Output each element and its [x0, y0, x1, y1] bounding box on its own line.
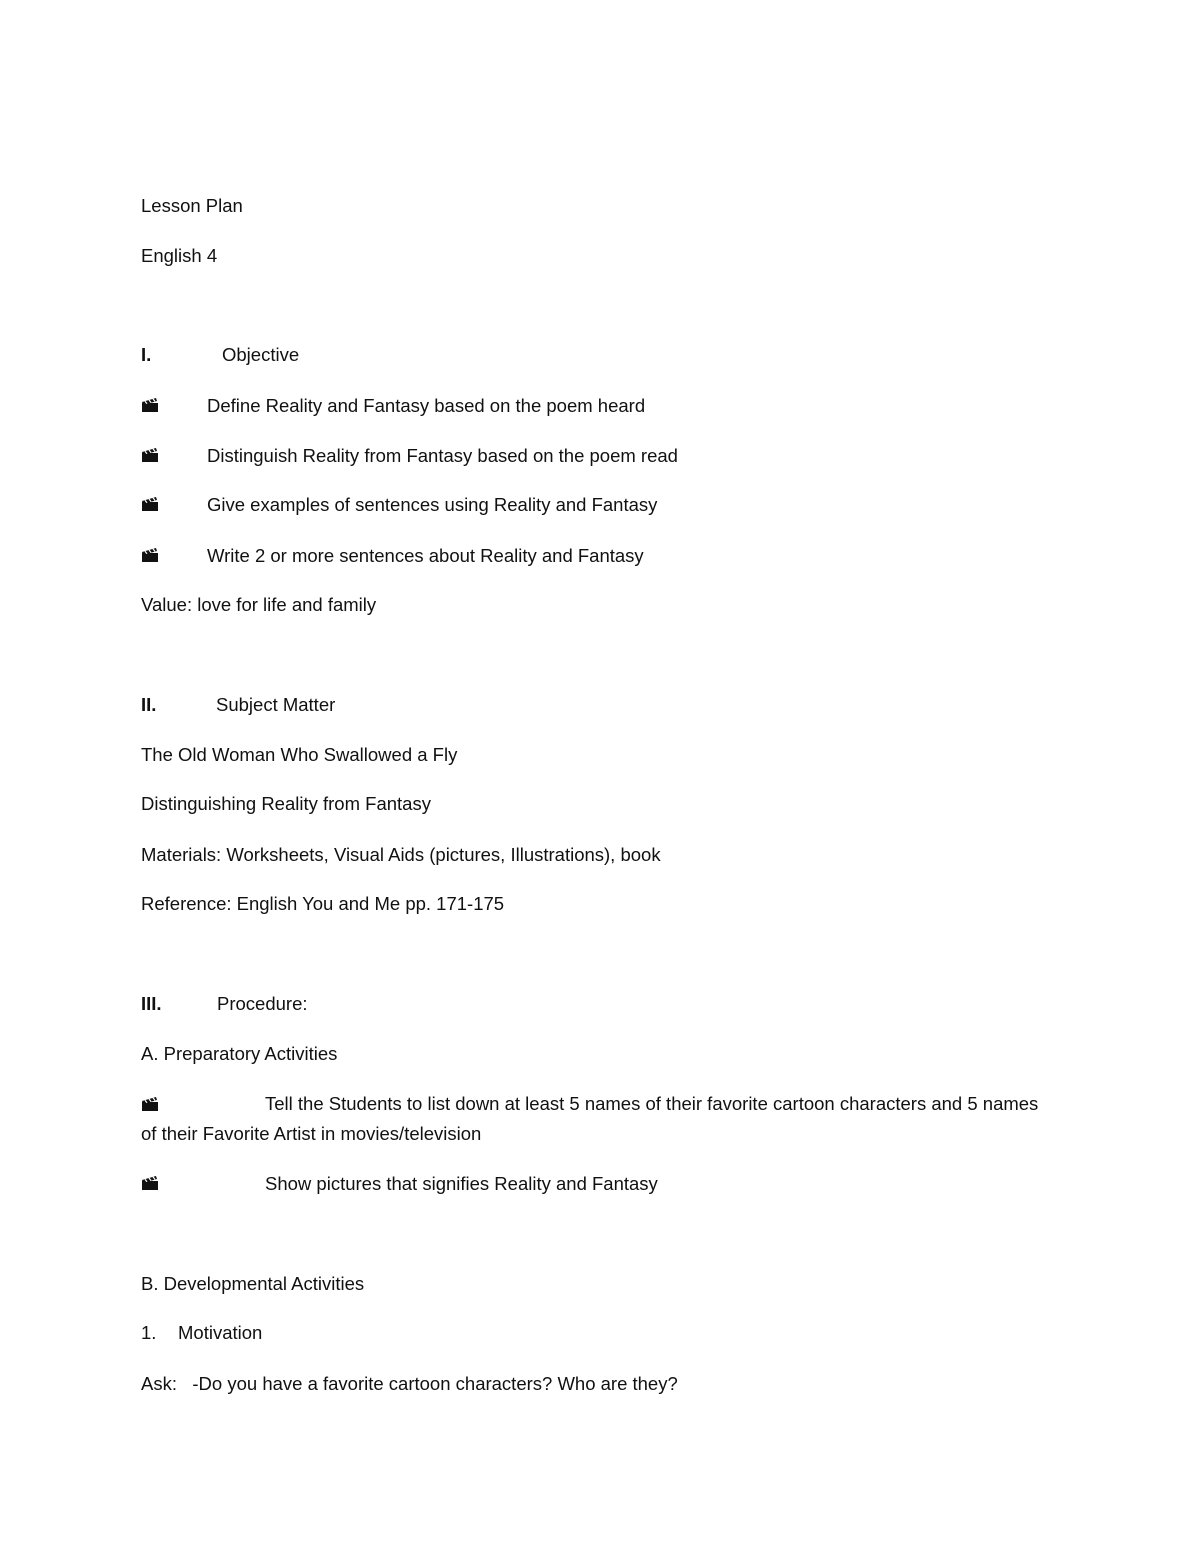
motivation-item [141, 1321, 262, 1345]
section-title: Subject Matter [216, 694, 336, 715]
section-objective-heading [141, 343, 299, 367]
clapperboard-icon [141, 1175, 163, 1195]
lesson-plan-title: Lesson Plan [141, 195, 243, 216]
section-title: Objective [222, 344, 300, 365]
objective-bullet: Give examples of sentences using Reality and Fantasy [207, 494, 658, 515]
preparatory-bullet: Show pictures that signifies Reality and Fantasy [265, 1173, 658, 1194]
clapperboard-icon [141, 397, 163, 417]
item-number: 1. [141, 1322, 157, 1343]
objective-bullet: Define Reality and Fantasy based on the poem heard [207, 395, 646, 416]
value-statement: Value: love for life and family [141, 594, 377, 615]
objective-bullet: Write 2 or more sentences about Reality and Fantasy [207, 545, 644, 566]
clapperboard-icon [141, 547, 163, 567]
section-numeral: II. [141, 694, 157, 715]
materials-line: Materials: Worksheets, Visual Aids (pictures, Illustrations), book [141, 844, 661, 865]
story-title: The Old Woman Who Swallowed a Fly [141, 744, 458, 765]
reference-line: Reference: English You and Me pp. 171-175 [141, 893, 505, 914]
item-label: Motivation [178, 1322, 263, 1343]
section-numeral: III. [141, 993, 162, 1014]
preparatory-heading: A. Preparatory Activities [141, 1043, 338, 1064]
objective-bullet: Distinguish Reality from Fantasy based on the poem read [207, 445, 678, 466]
section-numeral: I. [141, 344, 152, 365]
preparatory-bullet-text: Tell the Students to list down at least 5 names of their favorite cartoon characters and 5 names of their Favorite Artist in movies/television [141, 1093, 1039, 1144]
ask-question: Ask: -Do you have a favorite cartoon characters? Who are they? [141, 1373, 678, 1394]
section-procedure-heading [141, 992, 308, 1016]
clapperboard-icon [141, 496, 163, 516]
section-title: Procedure: [217, 993, 308, 1014]
subject-name: English 4 [141, 245, 218, 266]
developmental-heading: B. Developmental Activities [141, 1273, 365, 1294]
preparatory-bullet [141, 1089, 1051, 1149]
lesson-topic: Distinguishing Reality from Fantasy [141, 793, 431, 814]
clapperboard-icon [141, 447, 163, 467]
section-subject-matter-heading [141, 693, 335, 717]
